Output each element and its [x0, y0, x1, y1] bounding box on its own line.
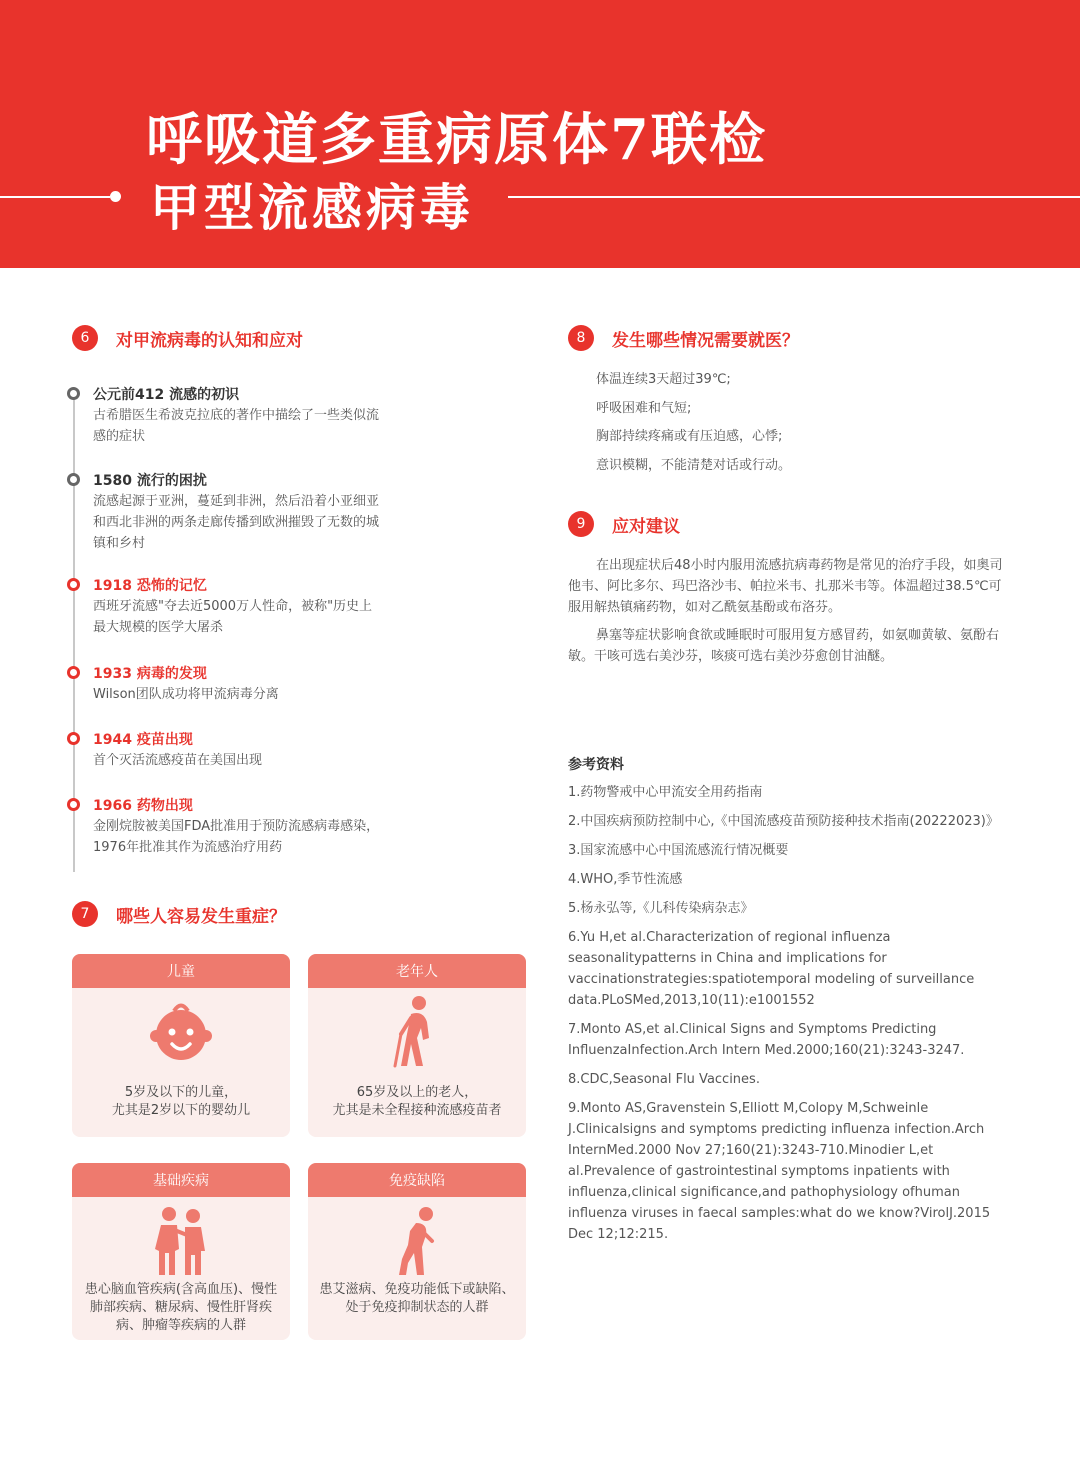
risk-card-immunodeficiency [308, 1163, 526, 1340]
timeline-marker [67, 473, 80, 486]
reference-item: 4.WHO,季节性流感 [568, 872, 683, 887]
timeline-marker [67, 732, 80, 745]
card-title: 基础疾病 [72, 1163, 290, 1197]
timeline-marker [67, 578, 80, 591]
section-title: 发生哪些情况需要就医？ [612, 330, 799, 351]
timeline-item-desc: 首个灭活流感疫苗在美国出现 [93, 753, 263, 768]
section-9-header [568, 511, 680, 537]
section-title: 应对建议 [612, 516, 680, 537]
timeline-item-title: 1933 病毒的发现 [93, 666, 207, 682]
hunched-person-icon [392, 1205, 442, 1279]
header-divider-left [0, 196, 110, 198]
card-title: 儿童 [72, 954, 290, 988]
references-list [568, 782, 1018, 1253]
header-divider-right [508, 196, 1080, 198]
card-description: 65岁及以上的老人， 尤其是未全程接种流感疫苗者 [332, 1085, 502, 1118]
header-divider-dot [110, 191, 121, 202]
card-description: 患艾滋病、免疫功能低下或缺陷、 处于免疫抑制状态的人群 [319, 1282, 515, 1315]
reference-item: 1.药物警戒中心甲流安全用药指南 [568, 785, 763, 800]
timeline-item-desc: 金刚烷胺被美国FDA批准用于预防流感病毒感染，1976年批准其作为流感治疗用药 [93, 819, 380, 855]
header-banner [0, 0, 1080, 268]
timeline-item-desc: 流感起源于亚洲，蔓延到非洲，然后沿着小亚细亚和西北非洲的两条走廊传播到欧洲摧毁了无数的城镇和乡村 [93, 494, 380, 551]
timeline-item-title: 1966 药物出现 [93, 798, 193, 814]
advice-paragraph: 在出现症状后48小时内服用流感抗病毒药物是常见的治疗手段，如奥司他韦、阿比多尔、玛巴洛沙韦、帕拉米韦、扎那米韦等。体温超过38.5℃可服用解热镇痛药物，如对乙酰氨基酚或布洛芬。 [568, 558, 1003, 615]
reference-item: 3.国家流感中心中国流感流行情况概要 [568, 843, 789, 858]
reference-item: 7.Monto AS,et al.Clinical Signs and Symptoms Predicting InfluenzaInfection.Arch Intern Med.2000;160(21):3243-3247. [568, 1022, 965, 1058]
timeline-item-desc: 古希腊医生希波克拉底的著作中描绘了一些类似流感的症状 [93, 408, 380, 444]
risk-card-chronic-disease [72, 1163, 290, 1340]
reference-item: 5.杨永弘等,《儿科传染病杂志》 [568, 901, 754, 916]
card-description: 5岁及以下的儿童， 尤其是2岁以下的婴幼儿 [111, 1085, 251, 1118]
timeline-item-desc: Wilson团队成功将甲流病毒分离 [93, 687, 279, 702]
page-title: 呼吸道多重病原体7联检 [146, 107, 767, 173]
section-6-header [72, 325, 303, 351]
timeline-item-desc: 西班牙流感"夺去近5000万人性命，被称"历史上最大规模的医学大屠杀 [93, 599, 373, 635]
page-subtitle: 甲型流感病毒 [150, 178, 474, 237]
list-item: 胸部持续疼痛或有压迫感，心悸; [596, 429, 783, 444]
timeline-item-title: 公元前412 流感的初识 [93, 387, 240, 403]
section-7-header [72, 901, 286, 927]
reference-item: 2.中国疾病预防控制中心,《中国流感疫苗预防接种技术指南(20222023)》 [568, 814, 999, 829]
section-number-badge: 6 [72, 325, 98, 351]
baby-face-icon [148, 1002, 214, 1068]
when-to-see-doctor-list [596, 370, 791, 484]
card-title: 老年人 [308, 954, 526, 988]
section-title: 哪些人容易发生重症？ [116, 906, 286, 927]
caregiver-icon [151, 1205, 211, 1279]
risk-card-children [72, 954, 290, 1137]
references-title: 参考资料 [568, 757, 624, 773]
reference-item: 8.CDC,Seasonal Flu Vaccines. [568, 1072, 760, 1087]
section-number-badge: 8 [568, 325, 594, 351]
timeline-item-title: 1580 流行的困扰 [93, 473, 207, 489]
list-item: 呼吸困难和气短; [596, 400, 692, 416]
timeline-marker [67, 387, 80, 400]
advice-paragraph: 鼻塞等症状影响食欲或睡眠时可服用复方感冒药，如氨咖黄敏、氨酚右敏。干咳可选右美沙芬，咳痰可选右美沙芬愈创甘油醚。 [568, 628, 1000, 664]
card-description: 患心脑血管疾病(含高血压)、慢性肺部疾病、糖尿病、慢性肝肾疾病、肿瘤等疾病的人群 [84, 1282, 278, 1333]
section-8-header [568, 325, 799, 351]
timeline-item-title: 1944 疫苗出现 [93, 732, 193, 748]
card-title: 免疫缺陷 [308, 1163, 526, 1197]
elderly-person-icon [389, 994, 445, 1072]
section-number-badge: 7 [72, 901, 98, 927]
section-title: 对甲流病毒的认知和应对 [116, 330, 303, 351]
risk-card-elderly [308, 954, 526, 1137]
list-item: 体温连续3天超过39℃; [596, 372, 731, 387]
list-item: 意识模糊，不能清楚对话或行动。 [596, 457, 792, 473]
timeline-marker [67, 798, 80, 811]
reference-item: 9.Monto AS,Gravenstein S,Elliott M,Colopy M,Schweinle J.Clinicalsigns and symptoms predicting influenza infection.Arch InternMed.2000 Nov 27;160(21):3243-710.Minodier L,et al.Prevalence of gastrointestinal symptoms inpatients with influenza,clinical significance,and pathophysiology ofhuman influenza viruses in faecal samples:what do we know?VirolJ.2015 Dec 12;12:215. [568, 1101, 991, 1242]
reference-item: 6.Yu H,et al.Characterization of regional influenza seasonalitypatterns in China and implications for vaccinationstrategies:spatiotemporal modeling of surveillance data.PLoSMed,2013,10(11):e1001552 [568, 930, 975, 1008]
timeline-item-title: 1918 恐怖的记忆 [93, 578, 207, 594]
timeline-marker [67, 666, 80, 679]
section-number-badge: 9 [568, 511, 594, 537]
